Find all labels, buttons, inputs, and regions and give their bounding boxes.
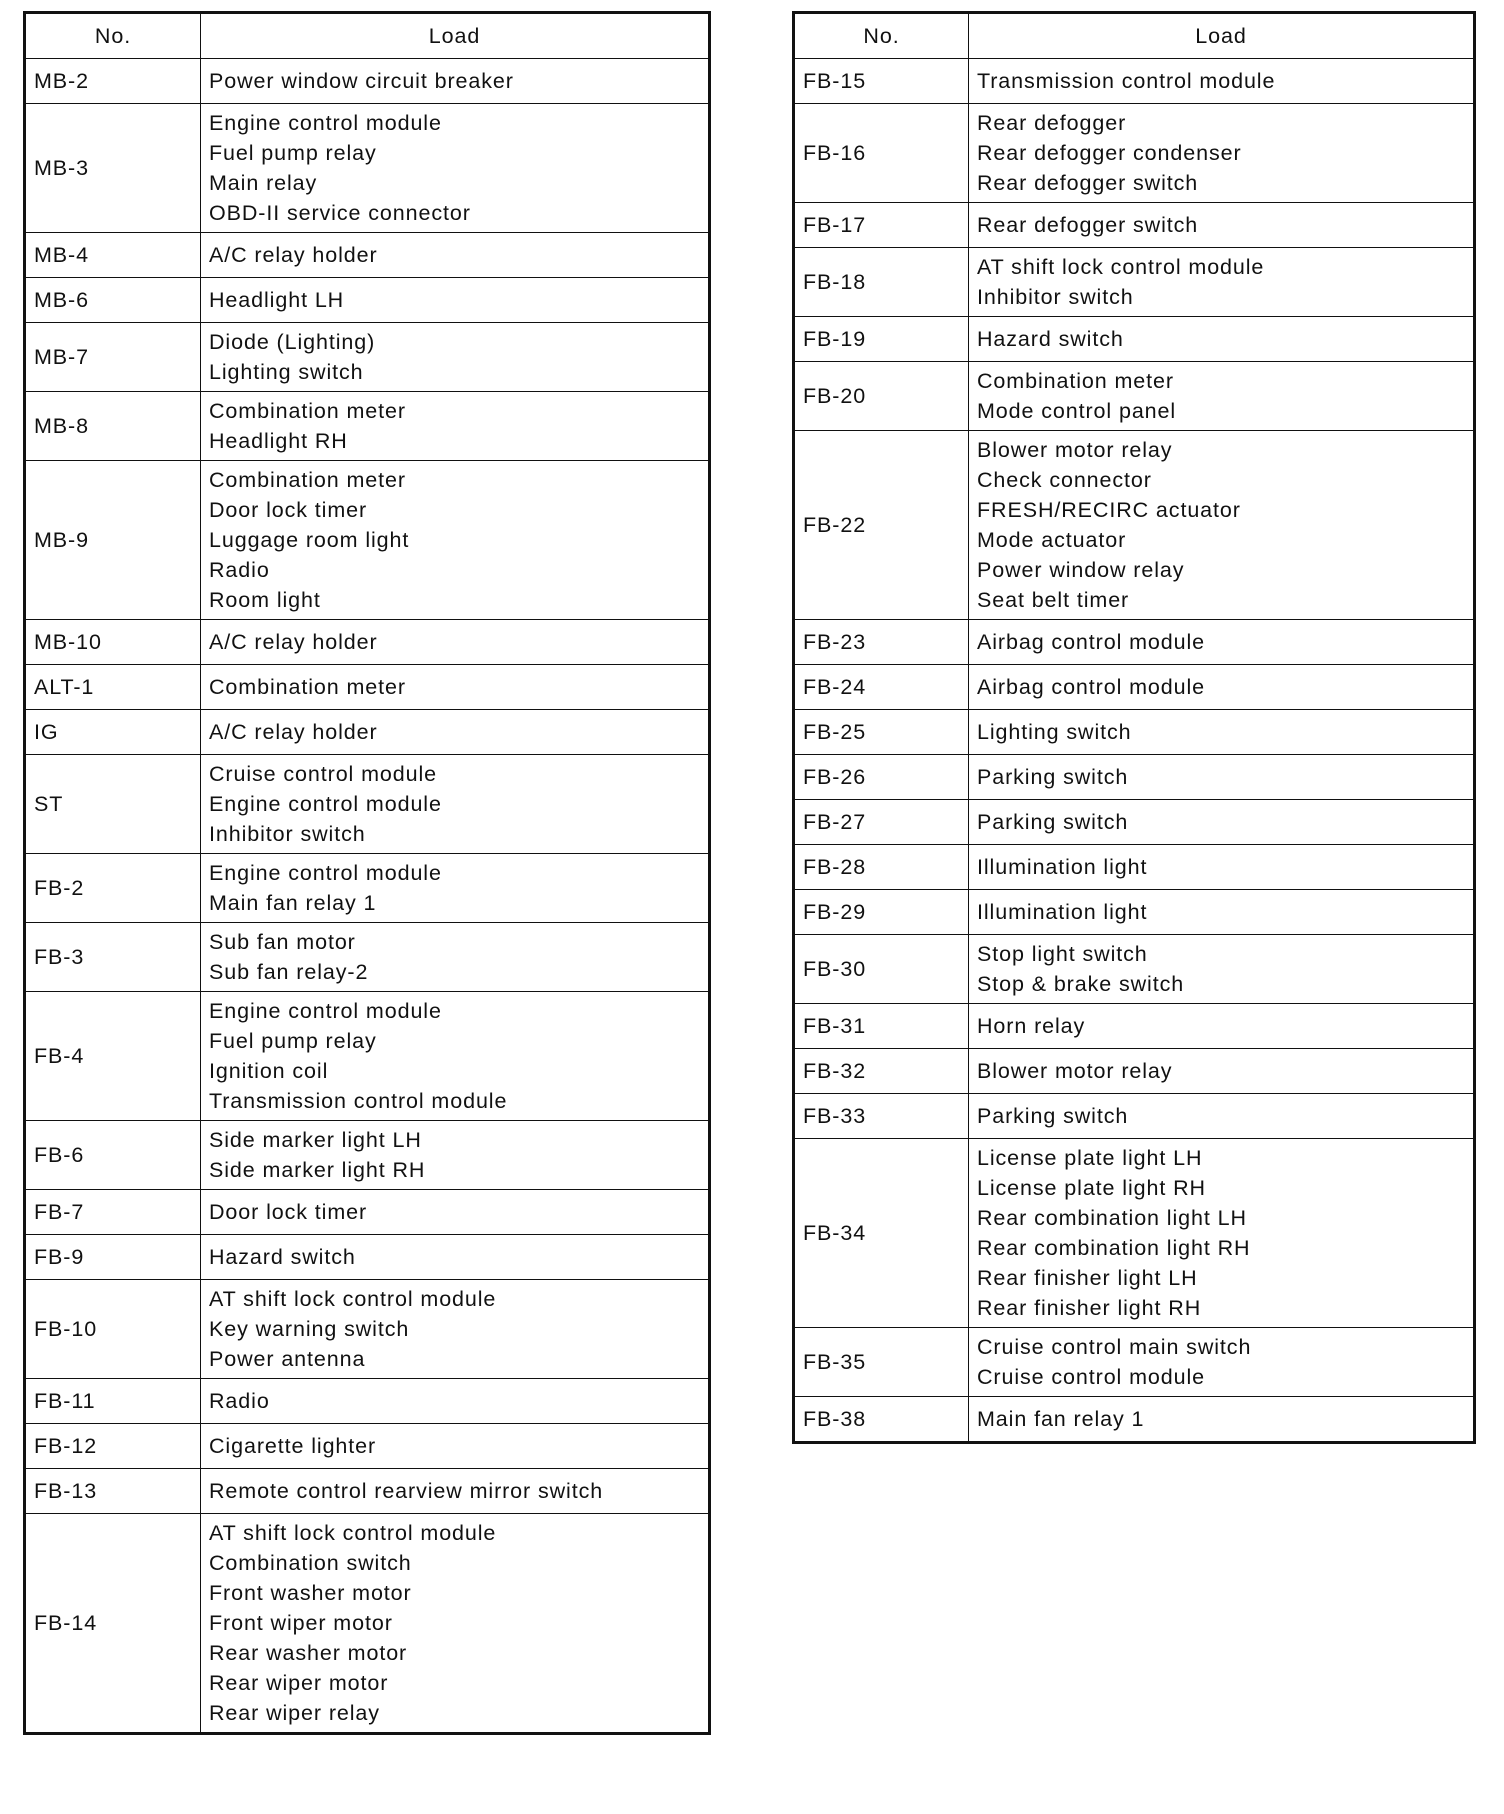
header-row bbox=[25, 13, 710, 59]
load-item: Combination meter bbox=[209, 399, 406, 423]
table-row bbox=[794, 665, 1475, 710]
table-row bbox=[25, 1469, 710, 1514]
fuse-number-cell: MB-10 bbox=[25, 620, 201, 665]
load-item: Inhibitor switch bbox=[209, 822, 366, 846]
load-cell bbox=[201, 854, 710, 923]
table-row bbox=[794, 1139, 1475, 1328]
load-item: Parking switch bbox=[977, 810, 1129, 834]
load-item: A/C relay holder bbox=[209, 243, 378, 267]
load-cell bbox=[201, 755, 710, 854]
load-item: Remote control rearview mirror switch bbox=[209, 1479, 604, 1503]
load-cell bbox=[969, 890, 1475, 935]
load-item: Rear combination light LH bbox=[977, 1206, 1247, 1230]
load-cell bbox=[201, 1514, 710, 1734]
column-header-load: Load bbox=[201, 13, 710, 59]
fuse-number-cell: MB-4 bbox=[25, 233, 201, 278]
load-item: FRESH/RECIRC actuator bbox=[977, 498, 1241, 522]
load-item: Rear wiper relay bbox=[209, 1701, 380, 1725]
fuse-load-table-left bbox=[23, 11, 711, 1735]
table-row bbox=[794, 1397, 1475, 1443]
load-item: Side marker light LH bbox=[209, 1128, 422, 1152]
fuse-number-cell: FB-35 bbox=[794, 1328, 969, 1397]
load-cell bbox=[201, 923, 710, 992]
load-item: Illumination light bbox=[977, 900, 1148, 924]
load-item: Room light bbox=[209, 588, 321, 612]
table-row bbox=[794, 620, 1475, 665]
load-item: Seat belt timer bbox=[977, 588, 1130, 612]
load-item: Hazard switch bbox=[209, 1245, 356, 1269]
table-row bbox=[794, 1328, 1475, 1397]
load-item: Headlight RH bbox=[209, 429, 348, 453]
load-cell bbox=[969, 1004, 1475, 1049]
load-cell bbox=[969, 362, 1475, 431]
fuse-number-cell: FB-18 bbox=[794, 248, 969, 317]
table-row bbox=[25, 323, 710, 392]
load-item: Cigarette lighter bbox=[209, 1434, 377, 1458]
table-row bbox=[25, 1280, 710, 1379]
load-item: Transmission control module bbox=[977, 69, 1276, 93]
load-cell bbox=[201, 992, 710, 1121]
load-item: Sub fan relay-2 bbox=[209, 960, 369, 984]
table-row bbox=[794, 800, 1475, 845]
table-row bbox=[25, 923, 710, 992]
load-item: Combination meter bbox=[209, 675, 406, 699]
load-item: Fuel pump relay bbox=[209, 1029, 377, 1053]
table-row bbox=[25, 461, 710, 620]
load-item: Combination meter bbox=[977, 369, 1174, 393]
fuse-number-cell: FB-26 bbox=[794, 755, 969, 800]
fuse-number-cell: ALT-1 bbox=[25, 665, 201, 710]
load-cell bbox=[969, 203, 1475, 248]
load-item: Rear defogger bbox=[977, 111, 1127, 135]
fuse-number-cell: FB-10 bbox=[25, 1280, 201, 1379]
table-row bbox=[794, 104, 1475, 203]
table-row bbox=[794, 248, 1475, 317]
table-row bbox=[25, 1424, 710, 1469]
load-item: Engine control module bbox=[209, 111, 442, 135]
load-item: Mode actuator bbox=[977, 528, 1127, 552]
load-item: Blower motor relay bbox=[977, 438, 1173, 462]
load-item: Rear finisher light LH bbox=[977, 1266, 1198, 1290]
load-cell bbox=[201, 461, 710, 620]
load-item: Radio bbox=[209, 1389, 270, 1413]
load-cell bbox=[201, 59, 710, 104]
table-row bbox=[25, 1514, 710, 1734]
load-cell bbox=[201, 1379, 710, 1424]
load-item: AT shift lock control module bbox=[209, 1287, 497, 1311]
fuse-number-cell: FB-4 bbox=[25, 992, 201, 1121]
table-row bbox=[25, 620, 710, 665]
table-row bbox=[794, 1094, 1475, 1139]
header-row bbox=[794, 13, 1475, 59]
load-item: Door lock timer bbox=[209, 1200, 368, 1224]
load-item: Stop light switch bbox=[977, 942, 1148, 966]
load-item: Cruise control module bbox=[209, 762, 438, 786]
load-item: Inhibitor switch bbox=[977, 285, 1134, 309]
fuse-number-cell: FB-19 bbox=[794, 317, 969, 362]
load-item: A/C relay holder bbox=[209, 630, 378, 654]
load-item: Rear defogger switch bbox=[977, 213, 1199, 237]
table-row bbox=[25, 1235, 710, 1280]
table-row bbox=[794, 1049, 1475, 1094]
load-item: Transmission control module bbox=[209, 1089, 508, 1113]
table-row bbox=[25, 1379, 710, 1424]
fuse-load-table-right bbox=[792, 11, 1476, 1444]
fuse-number-cell: FB-22 bbox=[794, 431, 969, 620]
fuse-number-cell: FB-9 bbox=[25, 1235, 201, 1280]
column-header-load: Load bbox=[969, 13, 1475, 59]
fuse-number-cell: FB-7 bbox=[25, 1190, 201, 1235]
load-item: Parking switch bbox=[977, 1104, 1129, 1128]
table-row bbox=[25, 59, 710, 104]
fuse-number-cell: FB-29 bbox=[794, 890, 969, 935]
load-item: Ignition coil bbox=[209, 1059, 329, 1083]
table-row bbox=[25, 665, 710, 710]
table-row bbox=[25, 854, 710, 923]
load-cell bbox=[201, 620, 710, 665]
load-item: Rear defogger switch bbox=[977, 171, 1199, 195]
fuse-number-cell: FB-12 bbox=[25, 1424, 201, 1469]
load-cell bbox=[201, 323, 710, 392]
load-cell bbox=[201, 1424, 710, 1469]
fuse-number-cell: FB-20 bbox=[794, 362, 969, 431]
load-cell bbox=[969, 800, 1475, 845]
load-item: Airbag control module bbox=[977, 630, 1206, 654]
table-row bbox=[794, 431, 1475, 620]
table-row bbox=[25, 755, 710, 854]
table-row bbox=[794, 1004, 1475, 1049]
load-cell bbox=[201, 392, 710, 461]
fuse-number-cell: ST bbox=[25, 755, 201, 854]
load-item: Lighting switch bbox=[209, 360, 364, 384]
load-item: Sub fan motor bbox=[209, 930, 356, 954]
table-row bbox=[794, 935, 1475, 1004]
table-row bbox=[25, 392, 710, 461]
load-cell bbox=[201, 233, 710, 278]
table-row bbox=[25, 104, 710, 233]
fuse-number-cell: FB-11 bbox=[25, 1379, 201, 1424]
load-item: Engine control module bbox=[209, 861, 442, 885]
table-row bbox=[25, 710, 710, 755]
load-cell bbox=[969, 845, 1475, 890]
table-row bbox=[25, 233, 710, 278]
fuse-number-cell: FB-27 bbox=[794, 800, 969, 845]
table-row bbox=[794, 317, 1475, 362]
load-item: Main relay bbox=[209, 171, 318, 195]
load-item: Airbag control module bbox=[977, 675, 1206, 699]
table-row bbox=[794, 845, 1475, 890]
load-item: AT shift lock control module bbox=[977, 255, 1265, 279]
load-cell bbox=[969, 59, 1475, 104]
load-cell bbox=[201, 1280, 710, 1379]
load-item: Lighting switch bbox=[977, 720, 1132, 744]
load-item: Parking switch bbox=[977, 765, 1129, 789]
load-item: Door lock timer bbox=[209, 498, 368, 522]
fuse-number-cell: FB-30 bbox=[794, 935, 969, 1004]
table-row bbox=[25, 278, 710, 323]
load-cell bbox=[969, 620, 1475, 665]
load-item: Front wiper motor bbox=[209, 1611, 393, 1635]
load-item: Main fan relay 1 bbox=[977, 1407, 1145, 1431]
fuse-number-cell: FB-16 bbox=[794, 104, 969, 203]
fuse-number-cell: MB-7 bbox=[25, 323, 201, 392]
table-row bbox=[794, 755, 1475, 800]
load-cell bbox=[201, 104, 710, 233]
fuse-number-cell: FB-31 bbox=[794, 1004, 969, 1049]
table-body bbox=[794, 59, 1475, 1443]
fuse-number-cell: MB-8 bbox=[25, 392, 201, 461]
fuse-number-cell: FB-25 bbox=[794, 710, 969, 755]
load-item: Rear wiper motor bbox=[209, 1671, 389, 1695]
load-cell bbox=[201, 665, 710, 710]
load-item: License plate light LH bbox=[977, 1146, 1203, 1170]
load-cell bbox=[969, 1397, 1475, 1443]
load-cell bbox=[201, 1469, 710, 1514]
load-item: License plate light RH bbox=[977, 1176, 1206, 1200]
load-cell bbox=[969, 710, 1475, 755]
load-cell bbox=[969, 1049, 1475, 1094]
load-item: Rear combination light RH bbox=[977, 1236, 1251, 1260]
load-item: Rear finisher light RH bbox=[977, 1296, 1202, 1320]
load-item: Main fan relay 1 bbox=[209, 891, 377, 915]
fuse-number-cell: FB-2 bbox=[25, 854, 201, 923]
load-item: A/C relay holder bbox=[209, 720, 378, 744]
load-item: AT shift lock control module bbox=[209, 1521, 497, 1545]
load-item: Mode control panel bbox=[977, 399, 1177, 423]
column-header-no: No. bbox=[25, 13, 201, 59]
load-cell bbox=[969, 665, 1475, 710]
load-item: Rear washer motor bbox=[209, 1641, 408, 1665]
load-item: Check connector bbox=[977, 468, 1152, 492]
load-item: OBD-II service connector bbox=[209, 201, 471, 225]
load-cell bbox=[969, 755, 1475, 800]
fuse-number-cell: FB-17 bbox=[794, 203, 969, 248]
fuse-number-cell: MB-3 bbox=[25, 104, 201, 233]
fuse-number-cell: FB-13 bbox=[25, 1469, 201, 1514]
load-item: Power antenna bbox=[209, 1347, 366, 1371]
table-row bbox=[794, 362, 1475, 431]
load-item: Cruise control module bbox=[977, 1365, 1206, 1389]
load-item: Horn relay bbox=[977, 1014, 1086, 1038]
fuse-number-cell: FB-14 bbox=[25, 1514, 201, 1734]
load-item: Diode (Lighting) bbox=[209, 330, 376, 354]
load-cell bbox=[969, 431, 1475, 620]
table-row bbox=[794, 59, 1475, 104]
fuse-number-cell: MB-2 bbox=[25, 59, 201, 104]
load-item: Stop & brake switch bbox=[977, 972, 1185, 996]
load-cell bbox=[201, 1190, 710, 1235]
fuse-number-cell: MB-6 bbox=[25, 278, 201, 323]
load-item: Power window relay bbox=[977, 558, 1185, 582]
load-item: Illumination light bbox=[977, 855, 1148, 879]
load-item: Hazard switch bbox=[977, 327, 1124, 351]
table-row bbox=[25, 1121, 710, 1190]
table-body bbox=[25, 59, 710, 1734]
fuse-number-cell: FB-3 bbox=[25, 923, 201, 992]
load-cell bbox=[201, 278, 710, 323]
load-cell bbox=[969, 248, 1475, 317]
load-cell bbox=[969, 104, 1475, 203]
load-item: Blower motor relay bbox=[977, 1059, 1173, 1083]
load-item: Headlight LH bbox=[209, 288, 345, 312]
load-item: Rear defogger condenser bbox=[977, 141, 1242, 165]
load-cell bbox=[969, 935, 1475, 1004]
load-item: Combination meter bbox=[209, 468, 406, 492]
load-cell bbox=[969, 317, 1475, 362]
load-item: Engine control module bbox=[209, 999, 442, 1023]
load-cell bbox=[969, 1328, 1475, 1397]
fuse-number-cell: FB-6 bbox=[25, 1121, 201, 1190]
load-item: Front washer motor bbox=[209, 1581, 412, 1605]
fuse-number-cell: FB-38 bbox=[794, 1397, 969, 1443]
fuse-number-cell: FB-34 bbox=[794, 1139, 969, 1328]
load-item: Luggage room light bbox=[209, 528, 410, 552]
load-item: Side marker light RH bbox=[209, 1158, 426, 1182]
fuse-number-cell: IG bbox=[25, 710, 201, 755]
load-item: Power window circuit breaker bbox=[209, 69, 514, 93]
fuse-number-cell: MB-9 bbox=[25, 461, 201, 620]
load-item: Radio bbox=[209, 558, 270, 582]
load-cell bbox=[969, 1139, 1475, 1328]
load-cell bbox=[201, 1121, 710, 1190]
load-item: Key warning switch bbox=[209, 1317, 410, 1341]
column-header-no: No. bbox=[794, 13, 969, 59]
fuse-number-cell: FB-23 bbox=[794, 620, 969, 665]
load-item: Cruise control main switch bbox=[977, 1335, 1252, 1359]
table-row bbox=[794, 890, 1475, 935]
fuse-number-cell: FB-15 bbox=[794, 59, 969, 104]
fuse-number-cell: FB-24 bbox=[794, 665, 969, 710]
fuse-number-cell: FB-33 bbox=[794, 1094, 969, 1139]
load-item: Fuel pump relay bbox=[209, 141, 377, 165]
load-item: Combination switch bbox=[209, 1551, 412, 1575]
table-row bbox=[25, 1190, 710, 1235]
fuse-number-cell: FB-28 bbox=[794, 845, 969, 890]
table-row bbox=[25, 992, 710, 1121]
load-cell bbox=[969, 1094, 1475, 1139]
table-row bbox=[794, 710, 1475, 755]
table-row bbox=[794, 203, 1475, 248]
fuse-number-cell: FB-32 bbox=[794, 1049, 969, 1094]
load-item: Engine control module bbox=[209, 792, 442, 816]
load-cell bbox=[201, 710, 710, 755]
load-cell bbox=[201, 1235, 710, 1280]
